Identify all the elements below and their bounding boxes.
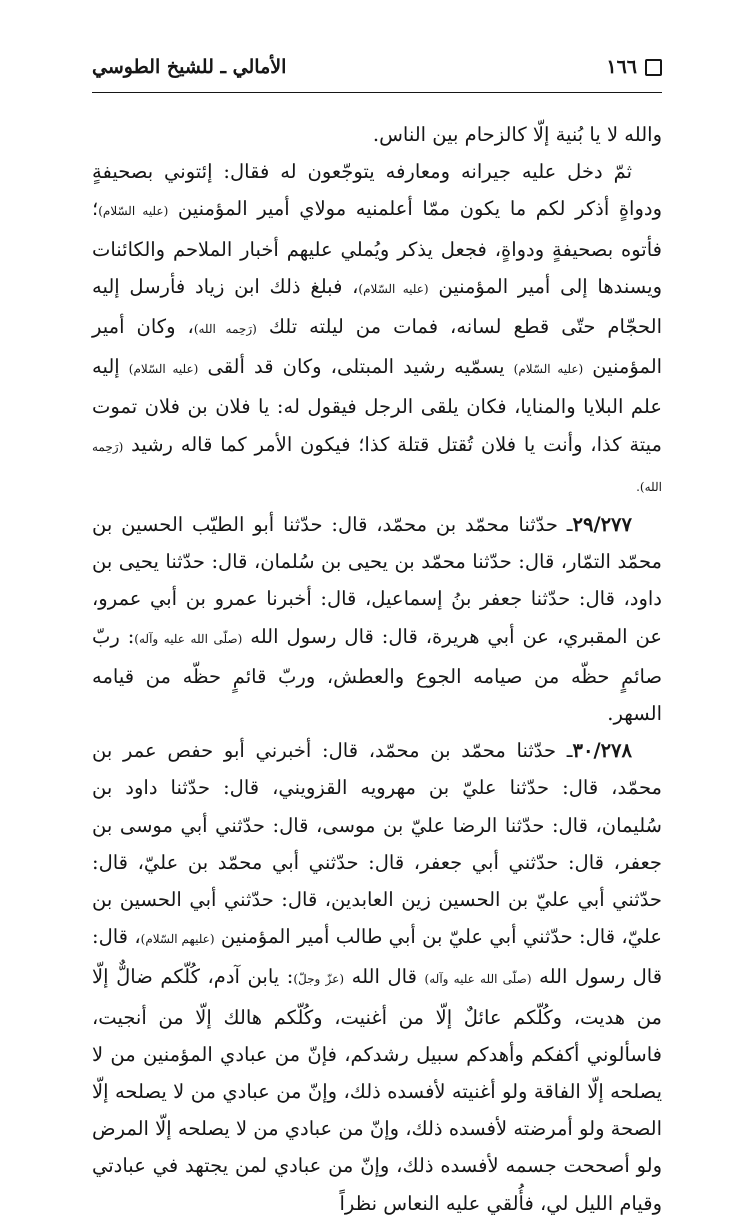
honorific: (عليه السّلام) bbox=[98, 204, 169, 219]
hadith-number: ٢٩/٢٧٧ bbox=[572, 513, 632, 537]
hadith-29: ٢٩/٢٧٧ـ حدّثنا محمّد بن محمّد، قال: حدّثنا أبو الطيّب الحسين بن محمّد التمّار، قال: حدّثنا محمّد بن يحيى بن سُلمان، قال: حدّثنا يحيى بن داود، قال: حدّثنا جعفر بنُ إسماعيل، قال: أخبرنا عمرو بن أبي عمرو، عن المقبري، عن أبي هريرة، قال: قال رسول الله (صلّى الله عليه وآله): ربّ صائمٍ حظّه من صيامه الجوع والعطش، وربّ قائمٍ حظّه من قيامه السهر. bbox=[92, 513, 663, 726]
honorific: (رَحِمه الله) bbox=[193, 322, 257, 337]
page-number: ١٦٦ bbox=[606, 56, 637, 78]
honorific: (عليهم السّلام) bbox=[140, 932, 215, 947]
page-header bbox=[92, 50, 662, 84]
paragraph-1: والله لا يا بُنية إلّا كالزحام بين الناس. bbox=[372, 123, 662, 146]
honorific: (عليه السّلام) bbox=[358, 281, 429, 296]
hadith-number: ٣٠/٢٧٨ bbox=[572, 739, 632, 763]
paragraph-2: ثمّ دخل عليه جيرانه ومعارفه يتوجّعون له فقال: إئتوني بصحيفةٍ ودواةٍ أذكر لكم ما يكون ممّا أعلمنيه مولاي أمير المؤمنين (عليه السّلام)؛ فأتوه بصحيفةٍ ودواةٍ، فجعل يذكر ويُملي عليهم أخبار الملاحم والكائنات ويسندها إلى أمير المؤمنين (عليه السّلام)، فبلغ ذلك ابن زياد فأرسل إليه الحجّام حتّى قطع لسانه، فمات من ليلته تلك (رَحِمه الله)، وكان أمير المؤمنين (عليه السّلام) يسمّيه رشيد المبتلى، وكان قد ألقى (عليه السّلام) إليه علم البلايا والمنايا، فكان يلقى الرجل فيقول له: يا فلان بن فلان تموت ميتة كذا، وأنت يا فلان تُقتل قتلة كذا؛ فيكون الأمر كما قاله رشيد (رَحِمه الله). bbox=[92, 160, 663, 494]
honorific: (صلّى الله عليه وآله) bbox=[424, 972, 532, 987]
honorific: (صلّى الله عليه وآله) bbox=[134, 631, 243, 646]
honorific: (عليه السّلام) bbox=[513, 362, 584, 377]
header-rule bbox=[92, 92, 662, 93]
honorific: (عزّ وجلّ) bbox=[293, 972, 345, 987]
hadith-30: ٣٠/٢٧٨ـ حدّثنا محمّد بن محمّد، قال: أخبرني أبو حفص عمر بن محمّد، قال: حدّثنا عليّ بن مهرويه القزويني، قال: حدّثنا داود بن سُليمان، قال: حدّثنا الرضا عليّ بن موسى، قال: حدّثني أبي موسى بن جعفر، قال: حدّثني أبي جعفر، قال: حدّثني أبي محمّد بن عليّ، قال: حدّثني أبي عليّ بن الحسين زين العابدين، قال: حدّثني أبي الحسين بن عليّ، قال: حدّثني أبي عليّ بن أبي طالب أمير المؤمنين (عليهم السّلام)، قال: قال رسول الله (صلّى الله عليه وآله) قال الله (عزّ وجلّ): يابن آدم، كُلّكم ضالٌّ إلّا من هديت، وكُلّكم عائلٌ إلّا من أغنيت، وكُلّكم هالك إلّا من أنجيت، فاسألوني أكفكم وأهدكم سبيل رشدكم، فإنّ من عبادي المؤمنين من لا يصلحه إلّا الفاقة ولو أغنيته لأفسده ذلك، وإنّ من عبادي من لا يصلحه إلّا الصحة ولو أمرضته لأفسده ذلك، وإنّ من عبادي من لا يصلحه إلّا المرض ولو أصححت جسمه لأفسده ذلك، وإنّ من عبادي لمن يجتهد في عبادتي وقيام الليل لي، فأُلقي عليه النعاس نظراً bbox=[92, 739, 663, 1215]
honorific: (عليه السّلام) bbox=[128, 362, 199, 377]
main-text bbox=[92, 116, 662, 1222]
running-title: الأمالي ـ للشيخ الطوسي bbox=[92, 56, 287, 78]
page-marker-square-icon bbox=[645, 59, 662, 76]
honorific: (رَحِمه الله). bbox=[92, 439, 662, 494]
page-number-box bbox=[606, 56, 662, 78]
